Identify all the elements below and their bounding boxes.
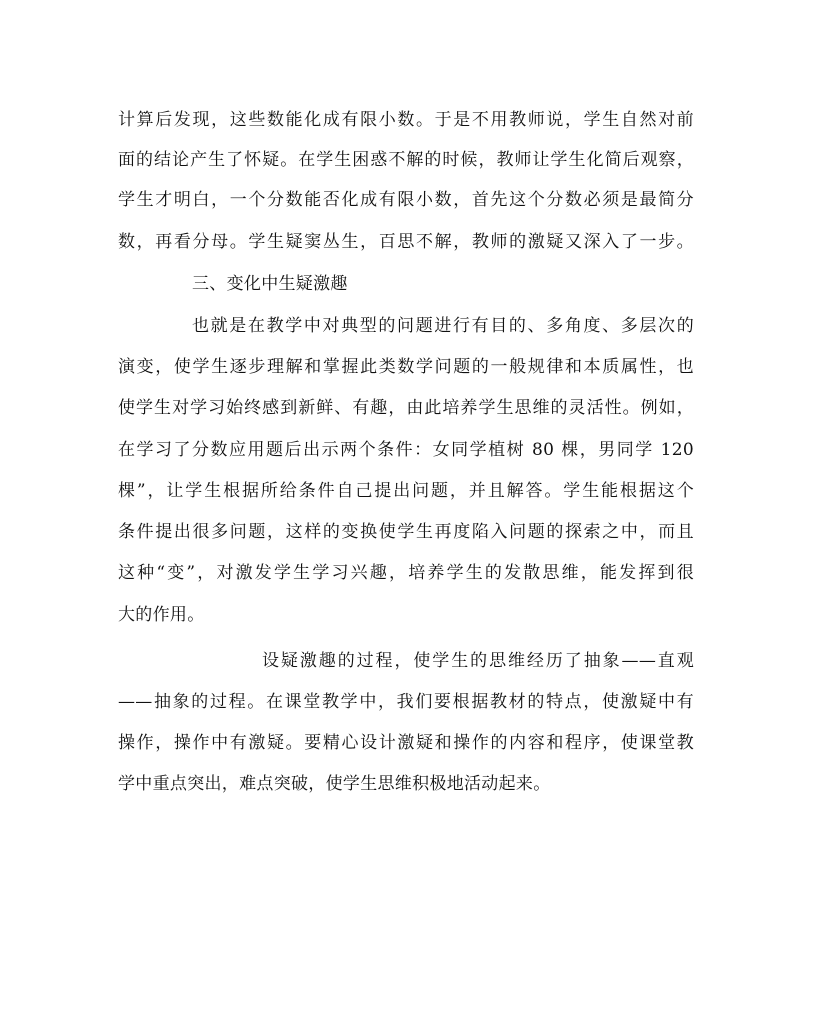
text-line-17: 学中重点突出，难点突破，使学生思维积极地活动起来。 (118, 774, 551, 794)
text-line-10: 棵”，让学生根据所给条件自己提出问题，并且解答。学生能根据这个 (118, 481, 694, 501)
text-line-12: 这种“变”，对激发学生学习兴趣，培养学生的发散思维，能发挥到很 (118, 563, 694, 583)
text-line-1: 计算后发现，这些数能化成有限小数。于是不用教师说，学生自然对前 (118, 110, 694, 130)
text-line-15: ——抽象的过程。在课堂教学中，我们要根据教材的特点，使激疑中有 (118, 692, 694, 712)
section-heading: 三、变化中生疑激趣 (192, 274, 348, 294)
text-line-9: 在学习了分数应用题后出示两个条件：女同学植树 80 棵，男同学 120 (118, 440, 694, 460)
text-line-3: 学生才明白，一个分数能否化成有限小数，首先这个分数必须是最简分 (118, 190, 694, 210)
text-line-8: 使学生对学习始终感到新鲜、有趣，由此培养学生思维的灵活性。例如， (118, 398, 694, 418)
text-line-7: 演变，使学生逐步理解和掌握此类数学问题的一般规律和本质属性，也 (118, 357, 694, 377)
text-line-4: 数，再看分母。学生疑窦丛生，百思不解，教师的激疑又深入了一步。 (118, 232, 694, 252)
text-line-11: 条件提出很多问题，这样的变换使学生再度陷入问题的探索之中，而且 (118, 522, 694, 542)
text-line-13: 大的作用。 (118, 605, 205, 625)
text-line-2: 面的结论产生了怀疑。在学生困惑不解的时候，教师让学生化简后观察， (118, 150, 694, 170)
text-line-16: 操作，操作中有激疑。要精心设计激疑和操作的内容和程序，使课堂教 (118, 733, 694, 753)
text-line-6: 也就是在教学中对典型的问题进行有目的、多角度、多层次的 (192, 316, 694, 336)
text-line-14: 设疑激趣的过程，使学生的思维经历了抽象——直观 (262, 651, 694, 671)
